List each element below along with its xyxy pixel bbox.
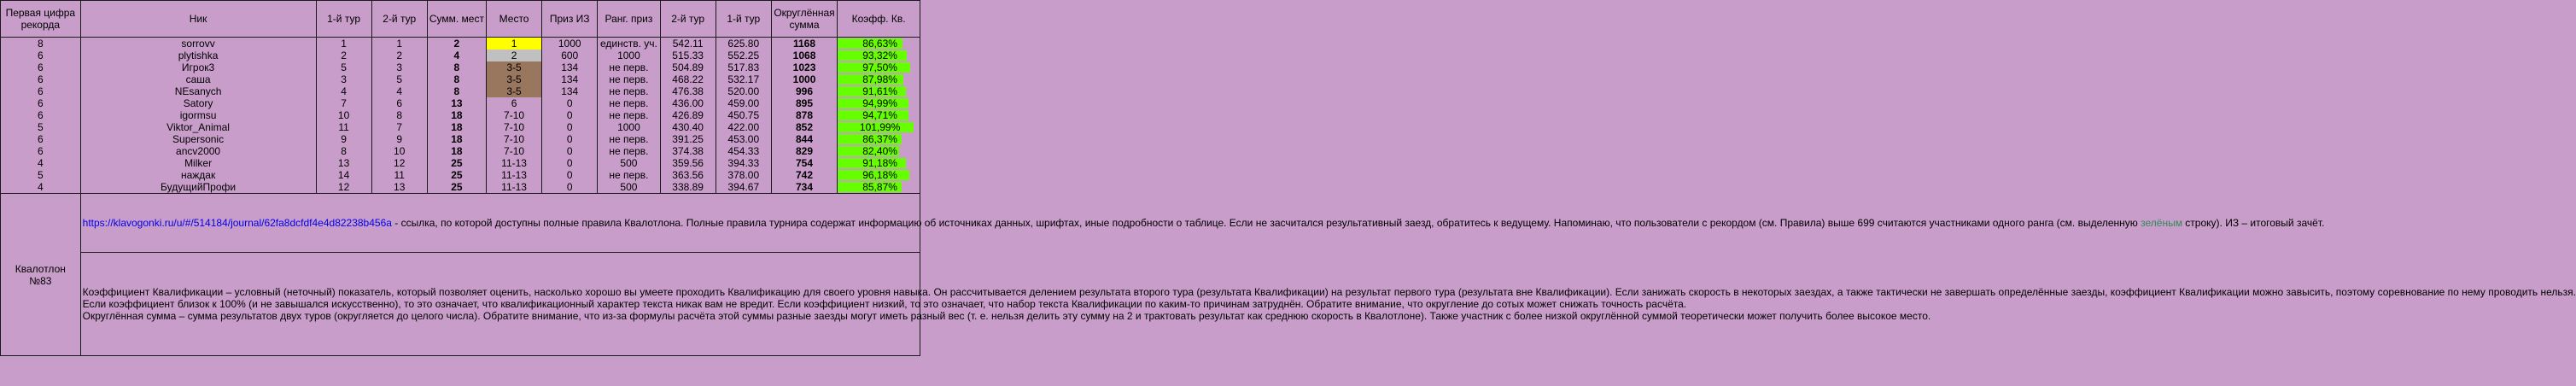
cell-prize: 0 (542, 181, 598, 194)
cell-rounded-sum: 878 (771, 109, 837, 121)
cell-coef (838, 38, 920, 50)
cell-rounded-sum: 829 (771, 145, 837, 157)
header-coef: Коэфф. Кв. (838, 1, 920, 38)
cell-sum-places: 13 (427, 97, 486, 109)
cell-tour1: 8 (316, 145, 371, 157)
cell-tour2-speed: 374.38 (660, 145, 716, 157)
cell-tour1-speed: 378.00 (716, 169, 771, 181)
cell-place: 7-10 (487, 133, 542, 145)
cell-coef (838, 50, 920, 61)
cell-place: 7-10 (487, 121, 542, 133)
cell-rounded-sum: 996 (771, 85, 837, 97)
cell-tour2-speed: 542.11 (660, 38, 716, 50)
cell-place: 3-5 (487, 61, 542, 73)
cell-coef (838, 145, 920, 157)
cell-record: 6 (1, 73, 81, 85)
cell-rank-prize: единств. уч. (598, 38, 660, 50)
coef-info (80, 253, 2576, 356)
cell-tour2: 3 (371, 61, 427, 73)
cell-tour1: 12 (316, 181, 371, 194)
cell-tour1: 1 (316, 38, 371, 50)
coef-text: 97,50% (862, 61, 897, 73)
header-tour1-speed: 1-й тур (716, 1, 771, 38)
cell-tour1-speed: 517.83 (716, 61, 771, 73)
cell-place: 3-5 (487, 85, 542, 97)
cell-tour1: 7 (316, 97, 371, 109)
cell-tour1: 10 (316, 109, 371, 121)
header-prize: Приз ИЗ (542, 1, 598, 38)
cell-place: 3-5 (487, 73, 542, 85)
cell-record: 6 (1, 133, 81, 145)
table-row (1, 145, 920, 157)
cell-rank-prize: не перв. (598, 85, 660, 97)
cell-tour2-speed: 436.00 (660, 97, 716, 109)
coef-text: 94,71% (862, 109, 897, 121)
cell-rounded-sum: 844 (771, 133, 837, 145)
cell-rank-prize: не перв. (598, 109, 660, 121)
cell-sum-places: 2 (427, 38, 486, 50)
cell-tour1-speed: 422.00 (716, 121, 771, 133)
cell-rank-prize: не перв. (598, 73, 660, 85)
cell-tour2-speed: 391.25 (660, 133, 716, 145)
coef-text: 94,99% (862, 97, 897, 109)
cell-tour1-speed: 454.33 (716, 145, 771, 157)
cell-sum-places: 25 (427, 157, 486, 169)
rules-text-a: - ссылка, по которой доступны полные правила Квалотлона. Полные правила турнира содержат информацию об источниках данных, шрифтах, иные подробности о таблице. Если не засчитался результативный заезд, обратитесь к ведущему. Напоминаю, что пользователи с рекордом (см. Правила) выше 699 считаются участниками одного ранга (см. выделенную (391, 217, 2141, 229)
cell-coef (838, 169, 920, 181)
coef-text: 91,61% (862, 85, 897, 97)
cell-prize: 0 (542, 109, 598, 121)
cell-place: 11-13 (487, 169, 542, 181)
coef-info-p2: Если коэффициент близок к 100% (и не завышался искусственно), то это означает, что квалификационный характер текста никак вам не вредит. Если коэффициент низкий, то это означает, что набор текста Квалификации по каким-то причинам затруднён. Обратите внимание, что округление до сотых может снижать точность расчёта. (82, 298, 1687, 310)
cell-record: 6 (1, 85, 81, 97)
cell-rank-prize: не перв. (598, 145, 660, 157)
cell-rounded-sum: 1168 (771, 38, 837, 50)
coef-text: 86,37% (862, 133, 897, 145)
cell-tour2: 12 (371, 157, 427, 169)
table-row (1, 121, 920, 133)
cell-record: 6 (1, 97, 81, 109)
table-row (1, 50, 920, 61)
cell-tour1: 11 (316, 121, 371, 133)
cell-prize: 134 (542, 61, 598, 73)
cell-place: 7-10 (487, 109, 542, 121)
cell-nick: plytishka (80, 50, 316, 61)
side-label-line1: Квалотлон (15, 262, 66, 275)
cell-record: 5 (1, 121, 81, 133)
cell-tour2: 4 (371, 85, 427, 97)
cell-coef (838, 97, 920, 109)
cell-record: 8 (1, 38, 81, 50)
cell-coef (838, 85, 920, 97)
cell-tour1-speed: 394.33 (716, 157, 771, 169)
cell-rank-prize: 500 (598, 157, 660, 169)
cell-rounded-sum: 852 (771, 121, 837, 133)
cell-sum-places: 25 (427, 169, 486, 181)
cell-coef (838, 133, 920, 145)
info-row-2 (1, 253, 920, 356)
cell-tour2: 10 (371, 145, 427, 157)
cell-place: 6 (487, 97, 542, 109)
cell-prize: 0 (542, 97, 598, 109)
cell-tour2-speed: 476.38 (660, 85, 716, 97)
cell-tour1: 14 (316, 169, 371, 181)
cell-record: 6 (1, 145, 81, 157)
cell-rank-prize: 500 (598, 181, 660, 194)
header-rank-prize: Ранг. приз (598, 1, 660, 38)
cell-record: 6 (1, 50, 81, 61)
cell-nick: Игрок3 (80, 61, 316, 73)
cell-sum-places: 4 (427, 50, 486, 61)
cell-tour2-speed: 363.56 (660, 169, 716, 181)
cell-sum-places: 8 (427, 61, 486, 73)
cell-nick: наждак (80, 169, 316, 181)
cell-prize: 0 (542, 169, 598, 181)
header-record: Первая цифра рекорда (1, 1, 81, 38)
cell-record: 6 (1, 109, 81, 121)
cell-tour2-speed: 504.89 (660, 61, 716, 73)
cell-sum-places: 18 (427, 145, 486, 157)
cell-coef (838, 109, 920, 121)
table-row (1, 181, 920, 194)
cell-prize: 0 (542, 121, 598, 133)
cell-tour1: 3 (316, 73, 371, 85)
table-row (1, 133, 920, 145)
cell-record: 5 (1, 169, 81, 181)
cell-tour2: 7 (371, 121, 427, 133)
cell-nick: БудущийПрофи (80, 181, 316, 194)
cell-prize: 134 (542, 85, 598, 97)
table-row (1, 73, 920, 85)
cell-tour1-speed: 532.17 (716, 73, 771, 85)
coef-info-p1: Коэффициент Квалификации – условный (неточный) показатель, который позволяет оценить, насколько хорошо вы умеете проходить Квалификацию для своего уровня навыка. Он рассчитывается делением результата второго тура (результата Квалификации) на результат первого тура (результата вне Квалификации). Если занижать скорость в некоторых заездах, а также тактически не завершать определённые заезды, коэффициент Квалификации можно завысить, поэтому соревнование по нему проводить нельзя. (82, 286, 2576, 298)
cell-tour2: 11 (371, 169, 427, 181)
cell-rank-prize: 1000 (598, 121, 660, 133)
cell-rank-prize: не перв. (598, 133, 660, 145)
cell-coef (838, 157, 920, 169)
cell-tour1: 2 (316, 50, 371, 61)
cell-prize: 600 (542, 50, 598, 61)
cell-tour2: 2 (371, 50, 427, 61)
cell-tour1-speed: 520.00 (716, 85, 771, 97)
header-place: Место (487, 1, 542, 38)
cell-nick: саша (80, 73, 316, 85)
coef-text: 87,98% (862, 73, 897, 85)
side-label (1, 194, 81, 356)
cell-tour1-speed: 453.00 (716, 133, 771, 145)
cell-prize: 0 (542, 145, 598, 157)
cell-sum-places: 25 (427, 181, 486, 194)
cell-record: 4 (1, 181, 81, 194)
cell-tour2-speed: 338.89 (660, 181, 716, 194)
coef-text: 82,40% (862, 145, 897, 157)
cell-rounded-sum: 1068 (771, 50, 837, 61)
cell-tour1-speed: 450.75 (716, 109, 771, 121)
cell-tour2: 1 (371, 38, 427, 50)
cell-prize: 0 (542, 157, 598, 169)
cell-prize: 1000 (542, 38, 598, 50)
coef-text: 101,99% (859, 121, 901, 133)
cell-tour1: 13 (316, 157, 371, 169)
cell-coef (838, 73, 920, 85)
cell-tour2: 9 (371, 133, 427, 145)
cell-tour2-speed: 426.89 (660, 109, 716, 121)
cell-coef (838, 181, 920, 194)
rules-info (80, 194, 2325, 253)
coef-text: 93,32% (862, 50, 897, 61)
cell-record: 6 (1, 61, 81, 73)
rules-link[interactable]: https://klavogonki.ru/u/#/514184/journal/62fa8dcfdf4e4d82238b456a (82, 217, 392, 229)
cell-rounded-sum: 754 (771, 157, 837, 169)
cell-tour2: 8 (371, 109, 427, 121)
table-row (1, 157, 920, 169)
rules-green-word: зелёным (2141, 217, 2182, 229)
header-nick: Ник (80, 1, 316, 38)
cell-rank-prize: не перв. (598, 97, 660, 109)
cell-tour1: 4 (316, 85, 371, 97)
cell-coef (838, 61, 920, 73)
cell-tour2: 13 (371, 181, 427, 194)
header-rounded-sum: Округлённая сумма (771, 1, 837, 38)
coef-text: 91,18% (862, 157, 897, 169)
header-tour1: 1-й тур (316, 1, 371, 38)
info-row-1 (1, 194, 920, 253)
cell-rounded-sum: 1023 (771, 61, 837, 73)
cell-sum-places: 18 (427, 121, 486, 133)
cell-nick: sorrovv (80, 38, 316, 50)
cell-place: 11-13 (487, 181, 542, 194)
cell-sum-places: 18 (427, 109, 486, 121)
cell-tour2-speed: 468.22 (660, 73, 716, 85)
rules-text-b: строку). ИЗ – итоговый зачёт. (2182, 217, 2325, 229)
coef-info-p3: Округлённая сумма – сумма результатов двух туров (округляется до целого числа). Обратите внимание, что из-за формулы расчёта этой суммы разные заезды могут иметь разный вес (т. е. нельзя делить эту сумму на 2 и трактовать результат как среднюю скорость в Квалотлоне). Также участник с более низкой округлённой суммой теоретически может получить более высокое место. (82, 310, 1931, 322)
cell-tour1: 5 (316, 61, 371, 73)
cell-sum-places: 8 (427, 85, 486, 97)
cell-nick: Viktor_Animal (80, 121, 316, 133)
side-label-line2: №83 (29, 274, 52, 287)
cell-tour2-speed: 430.40 (660, 121, 716, 133)
table-row (1, 169, 920, 181)
cell-tour2: 5 (371, 73, 427, 85)
cell-coef (838, 121, 920, 133)
cell-rounded-sum: 742 (771, 169, 837, 181)
cell-place: 2 (487, 50, 542, 61)
header-row (1, 1, 920, 38)
cell-tour1-speed: 394.67 (716, 181, 771, 194)
cell-tour1-speed: 552.25 (716, 50, 771, 61)
cell-rank-prize: 1000 (598, 50, 660, 61)
cell-nick: NEsanych (80, 85, 316, 97)
cell-rank-prize: не перв. (598, 169, 660, 181)
cell-sum-places: 18 (427, 133, 486, 145)
cell-tour1-speed: 625.80 (716, 38, 771, 50)
cell-sum-places: 8 (427, 73, 486, 85)
cell-nick: Satory (80, 97, 316, 109)
cell-place: 7-10 (487, 145, 542, 157)
cell-prize: 134 (542, 73, 598, 85)
coef-text: 85,87% (862, 181, 897, 193)
cell-place: 11-13 (487, 157, 542, 169)
header-tour2-speed: 2-й тур (660, 1, 716, 38)
cell-tour1-speed: 459.00 (716, 97, 771, 109)
cell-rank-prize: не перв. (598, 61, 660, 73)
cell-rounded-sum: 895 (771, 97, 837, 109)
cell-tour2-speed: 359.56 (660, 157, 716, 169)
cell-tour1: 9 (316, 133, 371, 145)
cell-nick: Supersonic (80, 133, 316, 145)
cell-rounded-sum: 734 (771, 181, 837, 194)
header-sum-places: Сумм. мест (427, 1, 486, 38)
coef-text: 86,63% (862, 38, 897, 50)
cell-nick: ancv2000 (80, 145, 316, 157)
cell-rounded-sum: 1000 (771, 73, 837, 85)
header-tour2: 2-й тур (371, 1, 427, 38)
table-row (1, 38, 920, 50)
table-row (1, 61, 920, 73)
cell-tour2: 6 (371, 97, 427, 109)
cell-place: 1 (487, 38, 542, 50)
cell-prize: 0 (542, 133, 598, 145)
cell-nick: igormsu (80, 109, 316, 121)
cell-tour2-speed: 515.33 (660, 50, 716, 61)
coef-text: 96,18% (862, 169, 897, 181)
table-row (1, 97, 920, 109)
cell-record: 4 (1, 157, 81, 169)
table-row (1, 109, 920, 121)
table-row (1, 85, 920, 97)
cell-nick: Milker (80, 157, 316, 169)
